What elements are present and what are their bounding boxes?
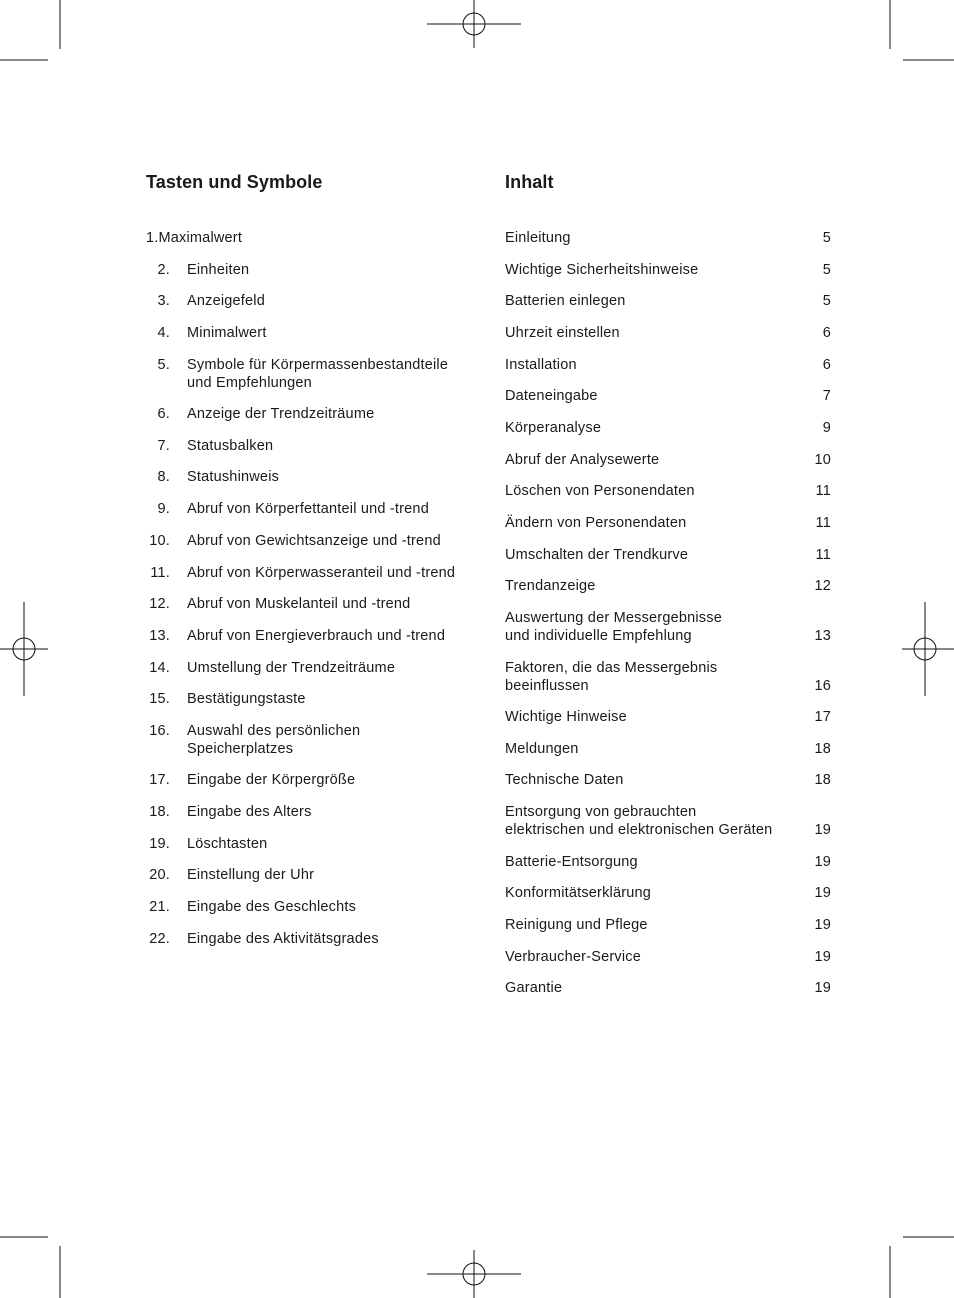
toc-entry-title: Konformitätserklärung bbox=[505, 885, 652, 901]
legend-item-number: 21. bbox=[149, 899, 170, 915]
toc-entry-title: Auswertung der Messergebnisse bbox=[505, 610, 722, 626]
toc-entry-title: Technische Daten bbox=[505, 772, 624, 788]
toc-entry-title: Faktoren, die das Messergebnis bbox=[505, 660, 718, 676]
legend-item-number: 11. bbox=[150, 565, 170, 581]
toc-entry-page: 18 bbox=[814, 741, 831, 757]
toc-entry-title: Abruf der Analysewerte bbox=[505, 452, 660, 468]
legend-item-number: 13. bbox=[149, 628, 170, 644]
legend-item-first-text: 1.Maximalwert bbox=[146, 230, 243, 246]
toc-entry-title: Verbraucher-Service bbox=[505, 949, 641, 965]
toc-entry-title: Ändern von Personendaten bbox=[505, 515, 687, 531]
toc-entry bbox=[505, 916, 831, 934]
toc-entry bbox=[505, 387, 831, 405]
toc-entry bbox=[505, 229, 831, 247]
legend-item-first bbox=[146, 229, 242, 247]
toc-entry bbox=[505, 884, 831, 902]
legend-item-number: 9. bbox=[157, 501, 170, 517]
toc-entry-title: Einleitung bbox=[505, 230, 571, 246]
toc-entry-title: Dateneingabe bbox=[505, 388, 598, 404]
toc-entry-page: 10 bbox=[814, 452, 831, 468]
toc-entry-title: Batterien einlegen bbox=[505, 293, 626, 309]
legend-item-number: 2. bbox=[157, 262, 170, 278]
toc-entry-page: 16 bbox=[814, 678, 831, 694]
toc-entry-title: Installation bbox=[505, 357, 577, 373]
toc-entry-page: 5 bbox=[822, 262, 831, 278]
legend-item-text: Abruf von Muskelanteil und -trend bbox=[187, 596, 411, 612]
toc-entry bbox=[505, 482, 831, 500]
legend-item-text: Anzeige der Trendzeiträume bbox=[187, 406, 375, 422]
legend-item-text: Anzeigefeld bbox=[187, 293, 265, 309]
toc-entry-page: 19 bbox=[814, 917, 831, 933]
toc-entry-page: 12 bbox=[814, 578, 831, 594]
toc-entry-title: und individuelle Empfehlung bbox=[505, 628, 692, 644]
legend-item-text: Symbole für Körpermassenbestandteile bbox=[187, 357, 449, 373]
contents-heading: Inhalt bbox=[505, 172, 554, 192]
legend-item-number: 20. bbox=[149, 867, 170, 883]
toc-entry-title: Reinigung und Pflege bbox=[505, 917, 648, 933]
toc-entry-title: Garantie bbox=[505, 980, 563, 996]
legend-item-text: Eingabe des Aktivitätsgrades bbox=[187, 931, 379, 947]
legend-item-text: Statushinweis bbox=[187, 469, 280, 485]
legend-item-text: Löschtasten bbox=[187, 836, 268, 852]
keys-and-symbols-heading: Tasten und Symbole bbox=[146, 172, 323, 192]
toc-entry bbox=[505, 979, 831, 997]
toc-entry-page: 19 bbox=[814, 885, 831, 901]
legend-item-text: Auswahl des persönlichen bbox=[187, 723, 361, 739]
toc-entry-page: 11 bbox=[815, 547, 831, 563]
toc-entry-page: 11 bbox=[815, 515, 831, 531]
legend-item-text: und Empfehlungen bbox=[187, 375, 312, 391]
toc-entry bbox=[505, 740, 831, 758]
toc-entry-page: 17 bbox=[814, 709, 831, 725]
toc-entry bbox=[505, 514, 831, 532]
legend-item-text: Abruf von Körperfettanteil und -trend bbox=[187, 501, 429, 517]
legend-item-text: Einstellung der Uhr bbox=[187, 867, 315, 883]
legend-item-text: Umstellung der Trendzeiträume bbox=[187, 660, 396, 676]
legend-item-text: Abruf von Energieverbrauch und -trend bbox=[187, 628, 446, 644]
toc-entry-page: 19 bbox=[814, 822, 831, 838]
toc-entry-title: Wichtige Sicherheitshinweise bbox=[505, 262, 699, 278]
legend-item-text: Statusbalken bbox=[187, 438, 274, 454]
registration-mark-right bbox=[902, 602, 954, 696]
legend-item-text: Einheiten bbox=[187, 262, 250, 278]
legend-item-number: 4. bbox=[157, 325, 170, 341]
toc-entry-title: Meldungen bbox=[505, 741, 579, 757]
toc-entry-page: 18 bbox=[814, 772, 831, 788]
toc-entry-title: Löschen von Personendaten bbox=[505, 483, 695, 499]
toc-entry bbox=[505, 771, 831, 789]
toc-entry bbox=[505, 419, 831, 437]
toc-entry bbox=[505, 609, 831, 645]
legend-item-number: 16. bbox=[149, 723, 170, 739]
legend-item-number: 17. bbox=[149, 772, 170, 788]
toc-entry-page: 7 bbox=[822, 388, 831, 404]
registration-mark-left bbox=[0, 602, 48, 696]
toc-entry-title: Körperanalyse bbox=[505, 420, 602, 436]
toc-entry-title: Entsorgung von gebrauchten bbox=[505, 804, 697, 820]
legend-item-number: 7. bbox=[157, 438, 170, 454]
legend-item-text: Eingabe des Alters bbox=[187, 804, 312, 820]
legend-item-number: 12. bbox=[149, 596, 170, 612]
toc-entry-page: 6 bbox=[822, 325, 831, 341]
toc-entry-title: Batterie-Entsorgung bbox=[505, 854, 638, 870]
legend-item-number: 18. bbox=[149, 804, 170, 820]
toc-entry-title: Umschalten der Trendkurve bbox=[505, 547, 689, 563]
legend-item-text: Eingabe der Körpergröße bbox=[187, 772, 356, 788]
toc-entry bbox=[505, 659, 831, 695]
toc-entry-page: 11 bbox=[815, 483, 831, 499]
toc-entry bbox=[505, 546, 831, 564]
toc-entry-page: 13 bbox=[814, 628, 831, 644]
legend-item-number: 15. bbox=[149, 691, 170, 707]
toc-entry-title: Uhrzeit einstellen bbox=[505, 325, 620, 341]
toc-entry-page: 19 bbox=[814, 854, 831, 870]
registration-mark-top bbox=[427, 0, 521, 48]
legend-item-number: 10. bbox=[149, 533, 170, 549]
legend-item-text: Abruf von Gewichtsanzeige und -trend bbox=[187, 533, 441, 549]
toc-entry-title: beeinflussen bbox=[505, 678, 589, 694]
toc-entry-page: 9 bbox=[822, 420, 831, 436]
legend-item-text: Minimalwert bbox=[187, 325, 267, 341]
legend-item-text: Eingabe des Geschlechts bbox=[187, 899, 357, 915]
toc-entry bbox=[505, 853, 831, 871]
toc-entry bbox=[505, 451, 831, 469]
legend-item-text: Bestätigungstaste bbox=[187, 691, 306, 707]
legend-item-number: 6. bbox=[157, 406, 170, 422]
legend-item-number: 5. bbox=[157, 357, 170, 373]
toc-entry-title: Wichtige Hinweise bbox=[505, 709, 627, 725]
toc-entry bbox=[505, 292, 831, 310]
toc-entry bbox=[505, 803, 831, 839]
toc-entry-title: Trendanzeige bbox=[505, 578, 596, 594]
toc-entry-page: 19 bbox=[814, 949, 831, 965]
toc-entry bbox=[505, 324, 831, 342]
legend-item-number: 3. bbox=[157, 293, 170, 309]
toc-entry bbox=[505, 356, 831, 374]
toc-entry-page: 5 bbox=[822, 293, 831, 309]
legend-item-number: 19. bbox=[149, 836, 170, 852]
legend-item-number: 8. bbox=[157, 469, 170, 485]
toc-entry-page: 19 bbox=[814, 980, 831, 996]
toc-entry bbox=[505, 708, 831, 726]
legend-item-number: 22. bbox=[149, 931, 170, 947]
registration-mark-bottom bbox=[427, 1250, 521, 1298]
toc-entry-page: 5 bbox=[822, 230, 831, 246]
toc-entry bbox=[505, 948, 831, 966]
legend-item-text: Speicherplatzes bbox=[187, 741, 294, 757]
toc-entry bbox=[505, 261, 831, 279]
toc-entry-title: elektrischen und elektronischen Geräten bbox=[505, 822, 773, 838]
legend-item-text: Abruf von Körperwasseranteil und -trend bbox=[187, 565, 456, 581]
toc-entry-page: 6 bbox=[822, 357, 831, 373]
toc-entry bbox=[505, 577, 831, 595]
legend-item-number: 14. bbox=[149, 660, 170, 676]
